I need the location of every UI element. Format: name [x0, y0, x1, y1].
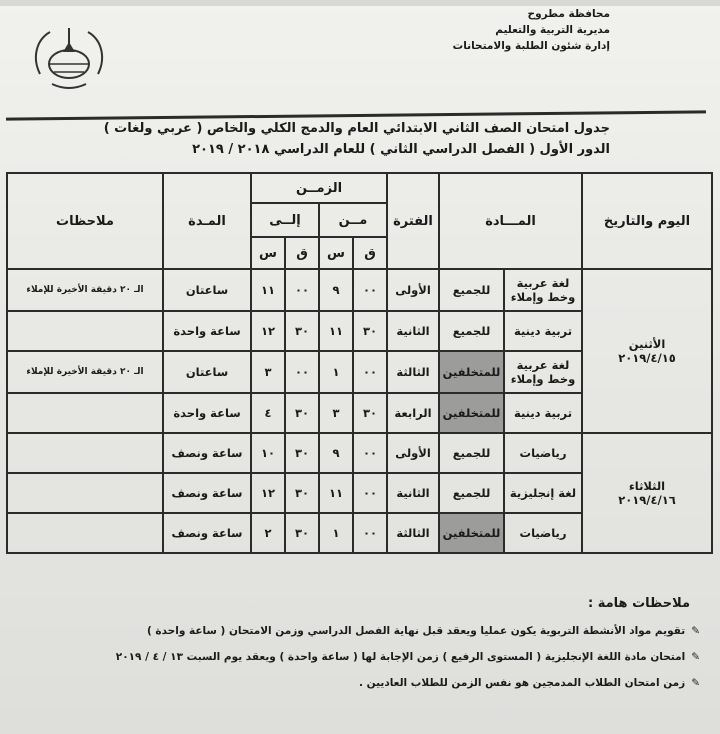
day-date: ٢٠١٩/٤/١٦ — [618, 493, 676, 507]
from-minute-cell: ٠٠ — [353, 351, 387, 393]
duration-cell: ساعة ونصف — [163, 433, 251, 473]
period-cell: الثالثة — [387, 351, 439, 393]
header-block — [390, 6, 610, 54]
duration-cell: ساعة واحدة — [163, 311, 251, 351]
note-cell — [7, 513, 163, 553]
pen-bullet-icon: ✎ — [691, 625, 700, 637]
header-notes: ملاحظات — [7, 173, 163, 269]
group-cell: للمتخلفين — [439, 393, 504, 433]
period-cell: الأولى — [387, 269, 439, 311]
pen-bullet-icon: ✎ — [691, 677, 700, 689]
day-name: الثلاثاء — [628, 479, 666, 493]
day-date: ٢٠١٩/٤/١٥ — [618, 351, 676, 365]
subject-cell: رياضيات — [504, 433, 582, 473]
subject-cell: لغة إنجليزية — [504, 473, 582, 513]
to-hour-cell: ١١ — [251, 269, 285, 311]
note-cell: الـ ٢٠ دقيقة الأخيرة للإملاء — [7, 351, 163, 393]
to-minute-cell: ٣٠ — [285, 311, 319, 351]
note-text: زمن امتحان الطلاب المدمجين هو نفس الزمن للطلاب العاديين . — [359, 677, 686, 689]
note-cell — [7, 433, 163, 473]
from-hour-cell: ٣ — [319, 393, 353, 433]
to-hour-cell: ١٢ — [251, 311, 285, 351]
day-cell-monday — [582, 269, 712, 433]
page-top-edge — [0, 0, 720, 6]
from-hour-cell: ١١ — [319, 311, 353, 351]
note-cell: الـ ٢٠ دقيقة الأخيرة للإملاء — [7, 269, 163, 311]
day-name: الأثنين — [628, 337, 666, 351]
header-from-q: ق — [353, 237, 387, 269]
exam-schedule-table — [6, 172, 713, 554]
to-hour-cell: ١٢ — [251, 473, 285, 513]
duration-cell: ساعتان — [163, 269, 251, 311]
header-day: اليوم والتاريخ — [582, 173, 712, 269]
subject-cell: تربية دينية — [504, 311, 582, 351]
header-to: إلــى — [251, 203, 319, 237]
header-period: الفترة — [387, 173, 439, 269]
notes-title: ملاحظات هامة : — [588, 596, 690, 611]
from-minute-cell: ٠٠ — [353, 473, 387, 513]
ministry-logo-icon — [30, 22, 108, 96]
to-hour-cell: ٣ — [251, 351, 285, 393]
to-minute-cell: ٣٠ — [285, 473, 319, 513]
period-cell: الثانية — [387, 311, 439, 351]
duration-cell: ساعتان — [163, 351, 251, 393]
title-line-1: جدول امتحان الصف الثاني الابتدائي العام والدمج الكلي والخاص ( عربي ولغات ) — [103, 121, 610, 136]
group-cell: للجميع — [439, 269, 504, 311]
note-text: تقويم مواد الأنشطة التربوية يكون عمليا ويعقد قبل نهاية الفصل الدراسي وزمن الامتحان ( ساعة واحدة ) — [146, 625, 686, 637]
note-cell — [7, 473, 163, 513]
note-text: امتحان مادة اللغة الإنجليزية ( المستوى الرفيع ) زمن الإجابة لها ( ساعة واحدة ) ويعقد يوم السبت ١٣ / ٤ / ٢٠١٩ — [115, 651, 686, 663]
subject-cell: رياضيات — [504, 513, 582, 553]
to-minute-cell: ٣٠ — [285, 393, 319, 433]
header-directorate: مديرية التربية والتعليم — [495, 24, 610, 36]
from-hour-cell: ١ — [319, 351, 353, 393]
from-hour-cell: ١١ — [319, 473, 353, 513]
to-hour-cell: ٤ — [251, 393, 285, 433]
to-hour-cell: ١٠ — [251, 433, 285, 473]
document-title — [50, 118, 610, 160]
table-row — [7, 433, 712, 473]
to-minute-cell: ٠٠ — [285, 269, 319, 311]
duration-cell: ساعة ونصف — [163, 473, 251, 513]
note-item — [8, 644, 700, 670]
from-hour-cell: ١ — [319, 513, 353, 553]
from-minute-cell: ٠٠ — [353, 513, 387, 553]
from-hour-cell: ٩ — [319, 269, 353, 311]
header-governorate: محافظة مطروح — [527, 8, 610, 20]
group-cell: للجميع — [439, 311, 504, 351]
from-minute-cell: ٣٠ — [353, 311, 387, 351]
note-item — [8, 670, 700, 696]
pen-bullet-icon: ✎ — [691, 651, 700, 663]
to-minute-cell: ٣٠ — [285, 513, 319, 553]
subject-cell: لغة عربية وخط وإملاء — [504, 269, 582, 311]
group-cell: للجميع — [439, 473, 504, 513]
header-time: الزمــن — [251, 173, 387, 203]
table-row — [7, 269, 712, 311]
period-cell: الأولى — [387, 433, 439, 473]
header-subject: المـــادة — [439, 173, 582, 269]
to-minute-cell: ٠٠ — [285, 351, 319, 393]
period-cell: الثالثة — [387, 513, 439, 553]
header-to-q: ق — [285, 237, 319, 269]
notes-list — [8, 618, 700, 696]
header-from: مــن — [319, 203, 387, 237]
from-minute-cell: ٠٠ — [353, 269, 387, 311]
from-minute-cell: ٠٠ — [353, 433, 387, 473]
period-cell: الرابعة — [387, 393, 439, 433]
duration-cell: ساعة واحدة — [163, 393, 251, 433]
group-cell: للجميع — [439, 433, 504, 473]
group-cell: للمتخلفين — [439, 351, 504, 393]
period-cell: الثانية — [387, 473, 439, 513]
title-line-2: الدور الأول ( الفصل الدراسي الثاني ) للعام الدراسي ٢٠١٨ / ٢٠١٩ — [192, 142, 610, 157]
duration-cell: ساعة ونصف — [163, 513, 251, 553]
subject-cell: لغة عربية وخط وإملاء — [504, 351, 582, 393]
header-duration: المـدة — [163, 173, 251, 269]
note-cell — [7, 393, 163, 433]
note-cell — [7, 311, 163, 351]
header-department: إدارة شئون الطلبة والامتحانات — [452, 40, 610, 52]
to-minute-cell: ٣٠ — [285, 433, 319, 473]
group-cell: للمتخلفين — [439, 513, 504, 553]
to-hour-cell: ٢ — [251, 513, 285, 553]
note-item — [8, 618, 700, 644]
day-cell-tuesday — [582, 433, 712, 553]
header-from-s: س — [319, 237, 353, 269]
header-to-s: س — [251, 237, 285, 269]
from-hour-cell: ٩ — [319, 433, 353, 473]
subject-cell: تربية دينية — [504, 393, 582, 433]
from-minute-cell: ٣٠ — [353, 393, 387, 433]
